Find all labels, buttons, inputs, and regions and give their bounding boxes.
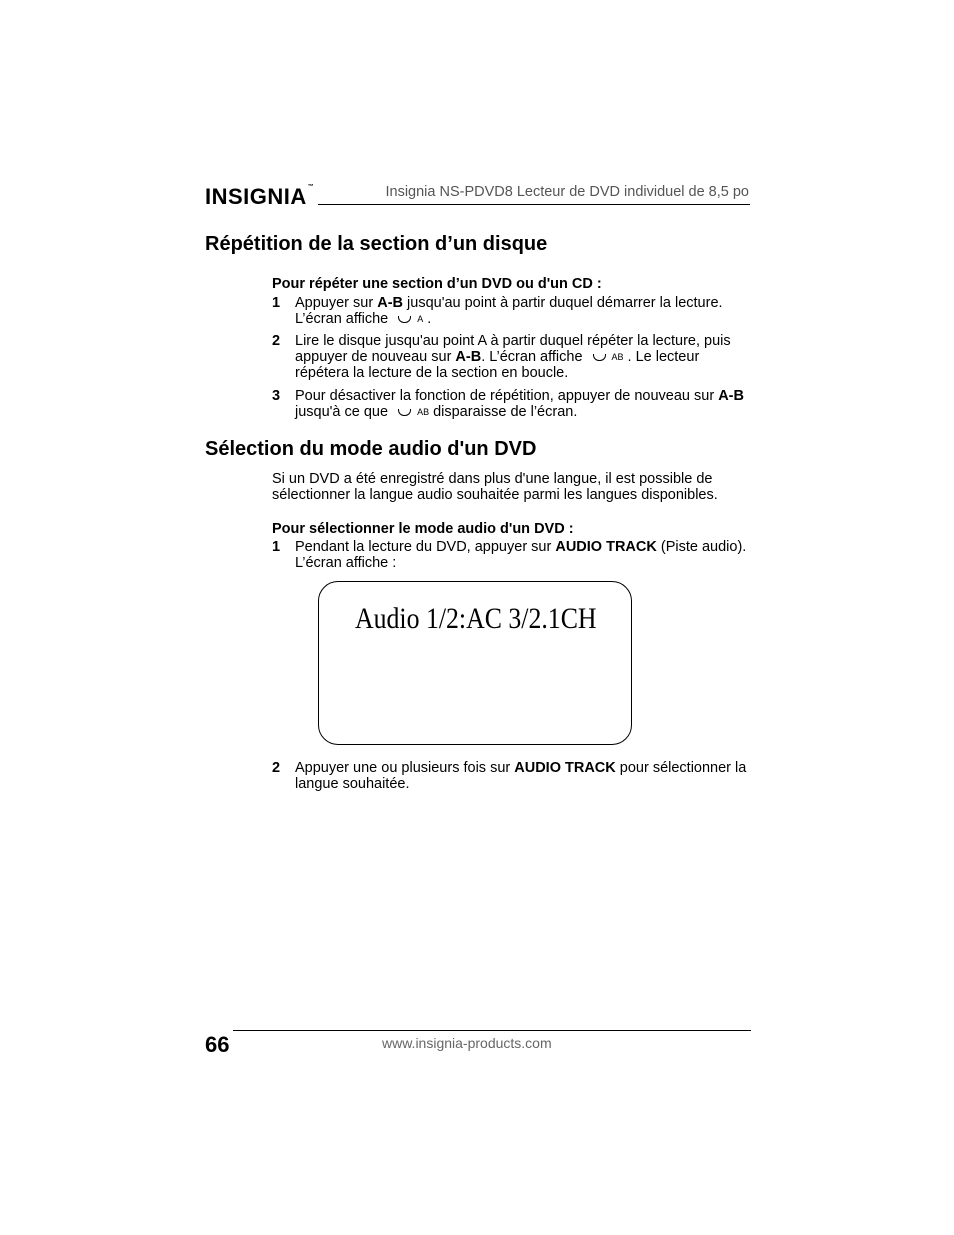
step-item: 1 Appuyer sur A-B jusqu'au point à partir duquel démarrer la lecture. L’écran affiche A . (272, 295, 723, 327)
insignia-logo: INSIGNIA™ (205, 184, 315, 209)
subheading-audio: Pour sélectionner le mode audio d'un DVD : (272, 521, 574, 537)
footer-url: www.insignia-products.com (382, 1035, 552, 1051)
header-rule (318, 204, 750, 205)
footer-rule (233, 1030, 751, 1031)
tv-screen-display (318, 581, 632, 745)
section-heading-audio: Sélection du mode audio d'un DVD (205, 438, 537, 460)
step-item: 1 Pendant la lecture du DVD, appuyer sur AUDIO TRACK (Piste audio). L’écran affiche : (272, 539, 747, 571)
page-number: 66 (205, 1032, 230, 1057)
step-item: 2 Lire le disque jusqu'au point A à partir duquel répéter la lecture, puis appuyer de nouveau sur A-B. L’écran affiche AB . Le lecteur répétera la lecture de la section en boucle. (272, 333, 731, 382)
section-heading-repeat: Répétition de la section d’un disque (205, 233, 548, 255)
step-item: 2 Appuyer une ou plusieurs fois sur AUDIO TRACK pour sélectionner la langue souhaitée. (272, 760, 747, 792)
repeat-icon: A (398, 311, 423, 327)
header-title: Insignia NS-PDVD8 Lecteur de DVD individuel de 8,5 po (385, 184, 749, 200)
subheading-repeat: Pour répéter une section d’un DVD ou d'un CD : (272, 276, 602, 292)
step-item: 3 Pour désactiver la fonction de répétition, appuyer de nouveau sur A-B jusqu'à ce que AB disparaisse de l’écran. (272, 388, 744, 420)
repeat-icon: AB (593, 349, 624, 365)
intro-paragraph: Si un DVD a été enregistré dans plus d'une langue, il est possible de sélectionner la langue audio souhaitée parmi les langues disponibles. (272, 471, 718, 503)
repeat-icon: AB (398, 404, 429, 420)
screen-audio-text: Audio 1/2:AC 3/2.1CH (355, 602, 597, 635)
